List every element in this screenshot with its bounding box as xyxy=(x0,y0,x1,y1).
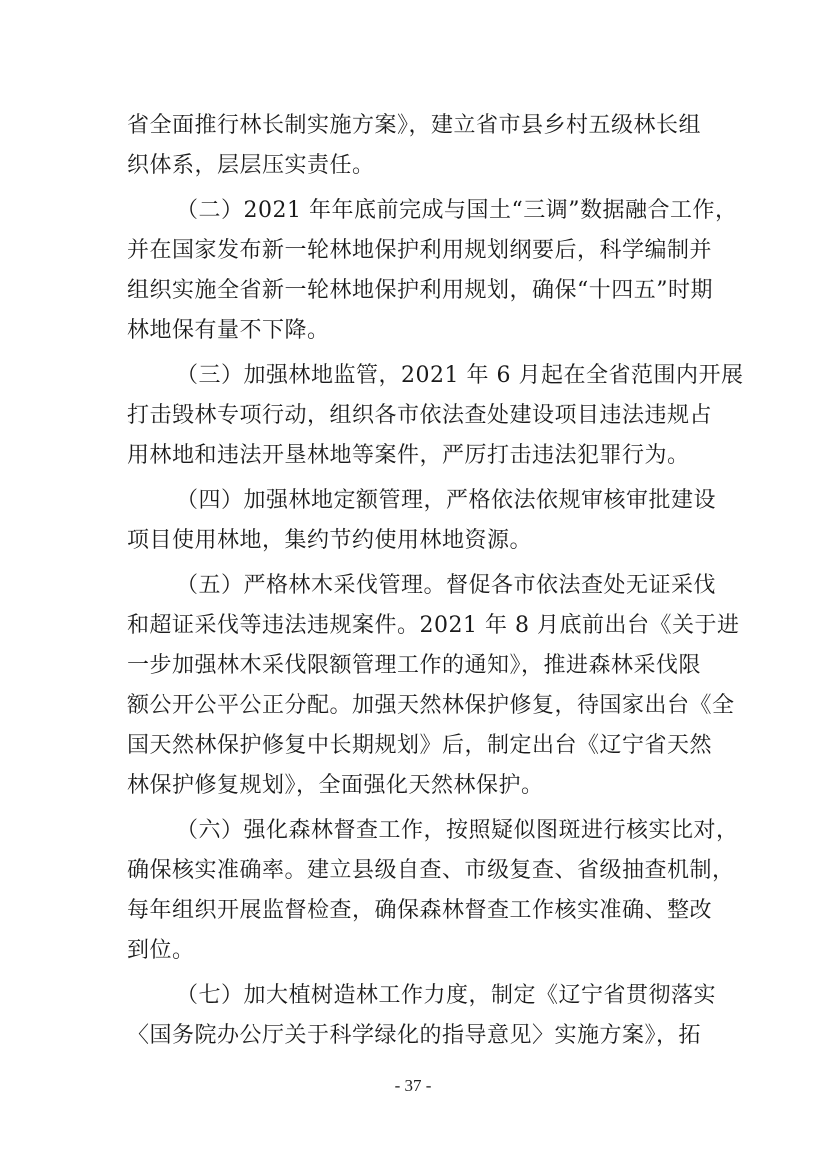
text-line: 项目使用林地，集约节约使用林地资源。 xyxy=(127,528,533,553)
text-line: 用林地和违法开垦林地等案件，严厉打击违法犯罪行为。 xyxy=(127,443,690,468)
paragraph-first-line: （三）加强林地监管，2021 年 6 月起在全省范围内开展 xyxy=(176,363,744,388)
text-line: 林保护修复规划》，全面强化天然林保护。 xyxy=(127,773,544,798)
page-number: - 37 - xyxy=(394,1076,432,1095)
text-line: 一步加强林木采伐限额管理工作的通知》，推进森林采伐限 xyxy=(127,653,702,678)
paragraph-first-line: （五）严格林木采伐管理。督促各市依法查处无证采伐 xyxy=(176,573,717,598)
text-line: 到位。 xyxy=(127,938,195,963)
paragraph-first-line: （二）2021 年年底前完成与国土“三调”数据融合工作， xyxy=(176,198,738,223)
paragraph-first-line: （六）强化森林督查工作，按照疑似图斑进行核实比对， xyxy=(176,818,739,843)
text-line: 额公开公平公正分配。加强天然林保护修复，待国家出台《全 xyxy=(127,693,735,718)
text-line: 〈国务院办公厅关于科学绿化的指导意见〉实施方案》，拓 xyxy=(127,1023,702,1048)
text-line: 和超证采伐等违法违规案件。2021 年 8 月底前出台《关于进 xyxy=(127,613,740,638)
text-line: 国天然林保护修复中长期规划》后，制定出台《辽宁省天然 xyxy=(127,733,713,758)
text-line: 林地保有量不下降。 xyxy=(127,318,330,343)
text-line: 每年组织开展监督检查，确保森林督查工作核实准确、整改 xyxy=(127,898,713,923)
text-line: 组织实施全省新一轮林地保护利用规划，确保“十四五”时期 xyxy=(127,278,713,303)
text-line: 并在国家发布新一轮林地保护利用规划纲要后，科学编制并 xyxy=(127,238,713,263)
text-line: 省全面推行林长制实施方案》，建立省市县乡村五级林长组 xyxy=(127,113,702,138)
paragraph-first-line: （七）加大植树造林工作力度，制定《辽宁省贯彻落实 xyxy=(176,983,717,1008)
text-line: 打击毁林专项行动，组织各市依法查处建设项目违法违规占 xyxy=(127,403,713,428)
text-line: 织体系，层层压实责任。 xyxy=(127,153,375,178)
text-line: 确保核实准确率。建立县级自查、市级复查、省级抽查机制， xyxy=(127,858,735,883)
paragraph-first-line: （四）加强林地定额管理，严格依法依规审核审批建设 xyxy=(176,488,717,513)
